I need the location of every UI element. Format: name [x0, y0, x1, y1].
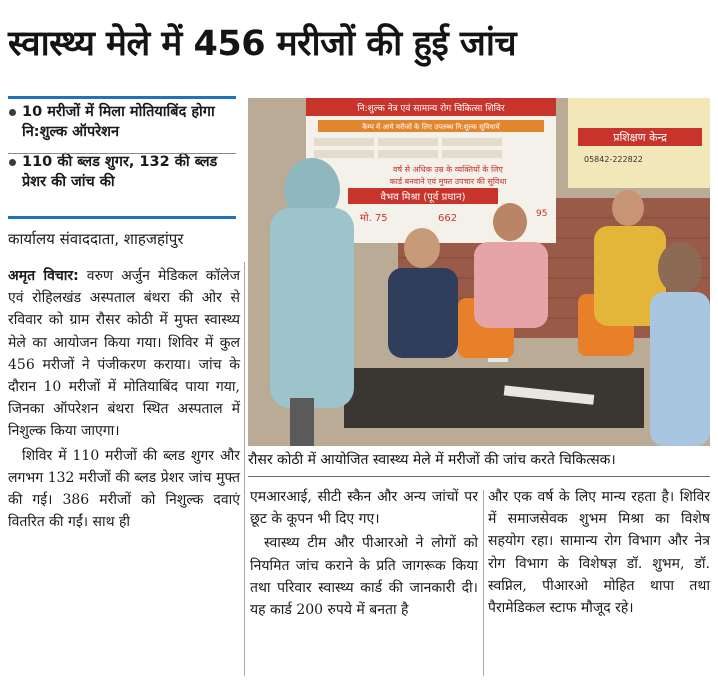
byline: कार्यालय संवाददाता, शाहजहांपुर [8, 230, 184, 248]
photo-caption: रौसर कोठी में आयोजित स्वास्थ्य मेले में मरीजों की जांच करते चिकित्सक। [248, 450, 710, 477]
banner-text: कैम्प में आये मरीजों के लिए उपलब्ध नि:शुल्क सुविधायें [362, 123, 500, 131]
article-column-3 [488, 486, 710, 621]
article-paragraph: एमआरआई, सीटी स्कैन और अन्य जांचों पर छूट के कूपन भी दिए गए। [250, 489, 478, 528]
banner-text: 95 [536, 209, 548, 219]
article-text: वरुण अर्जुन मेडिकल कॉलेज एवं रोहिलखंड अस्पताल बंथरा की ओर से रविवार को ग्राम रौसर कोठी में मुफ्त स्वास्थ्य मेले का आयोजन किया गया। शिविर में कुल 456 मरीजों ने पंजीकरण कराया। जांच के दौरान 10 मरीजों में मोतियाबिंद पाया गया, जिनका ऑपरेशन बंथरा स्थित अस्पताल में निशुल्क किया जाएगा। [8, 268, 240, 440]
banner-text: मो. 75 [360, 213, 388, 224]
table [344, 368, 644, 428]
photo-scene [248, 98, 710, 446]
article-column-1 [8, 265, 240, 535]
article-paragraph: शिविर में 110 मरीजों की ब्लड शुगर और लगभग 132 मरीजों की ब्लड प्रेशर जांच मुफ्त की गई। 386 मरीजों को निशुल्क दवाएं वितरित की गईं। साथ ही [8, 447, 240, 531]
column-divider [244, 262, 245, 676]
article-column-2 [250, 486, 478, 623]
article-paragraph: और एक वर्ष के लिए मान्य रहता है। शिविर में समाजसेवक शुभम मिश्रा का विशेष सहयोग रहा। सामान्य रोग विभाग और नेत्र रोग विभाग के विशेषज्ञ डॉ. शुभम, डॉ. स्वप्निल, पीआरओ मोहित थापा तथा पैरामेडिकल स्टाफ मौजूद रहे। [488, 489, 710, 617]
highlights-bottom-rule [8, 216, 236, 219]
banner-text: वर्ष से अधिक उम्र के व्यक्तियों के लिए [393, 165, 503, 174]
banner-text: वैभव मिश्रा (पूर्व प्रधान) [380, 192, 466, 203]
banner-text: नि:शुल्क नेत्र एवं सामान्य रोग चिकित्सा शिविर [357, 104, 505, 114]
person-pink-shirt [493, 203, 527, 241]
lead-label: अमृत विचार: [8, 268, 79, 284]
banner-text: कार्ड बनवाने एवं मुफ्त उपचार की सुविधा [389, 177, 507, 186]
highlight-item: 110 की ब्लड शुगर, 132 की ब्लड प्रेशर की जांच की [8, 152, 236, 192]
news-photo [248, 98, 710, 446]
article-paragraph: स्वास्थ्य टीम और पीआरओ ने लोगों को नियमित जांच कराने के प्रति जागरूक किया तथा परिवार स्वास्थ्य कार्ड की जानकारी दी। यह कार्ड 200 रुपये में बनता है [250, 535, 478, 619]
highlights-top-rule [8, 96, 236, 99]
highlight-item: 10 मरीजों में मिला मोतियाबिंद होगा नि:शुल्क ऑपरेशन [8, 102, 236, 142]
article-paragraph [8, 265, 240, 443]
headline: स्वास्थ्य मेले में 456 मरीजों की हुई जांच [8, 24, 517, 64]
person-patient [658, 242, 702, 294]
highlights-box [8, 102, 236, 201]
column-divider [483, 490, 484, 676]
banner-text: 05842-222822 [584, 155, 643, 164]
person-doctor [404, 228, 440, 268]
banner-text: 662 [438, 213, 458, 224]
banner-text: प्रशिक्षण केन्द्र [613, 131, 667, 144]
highlights-separator [8, 153, 236, 154]
person-yellow-dress [612, 190, 644, 226]
